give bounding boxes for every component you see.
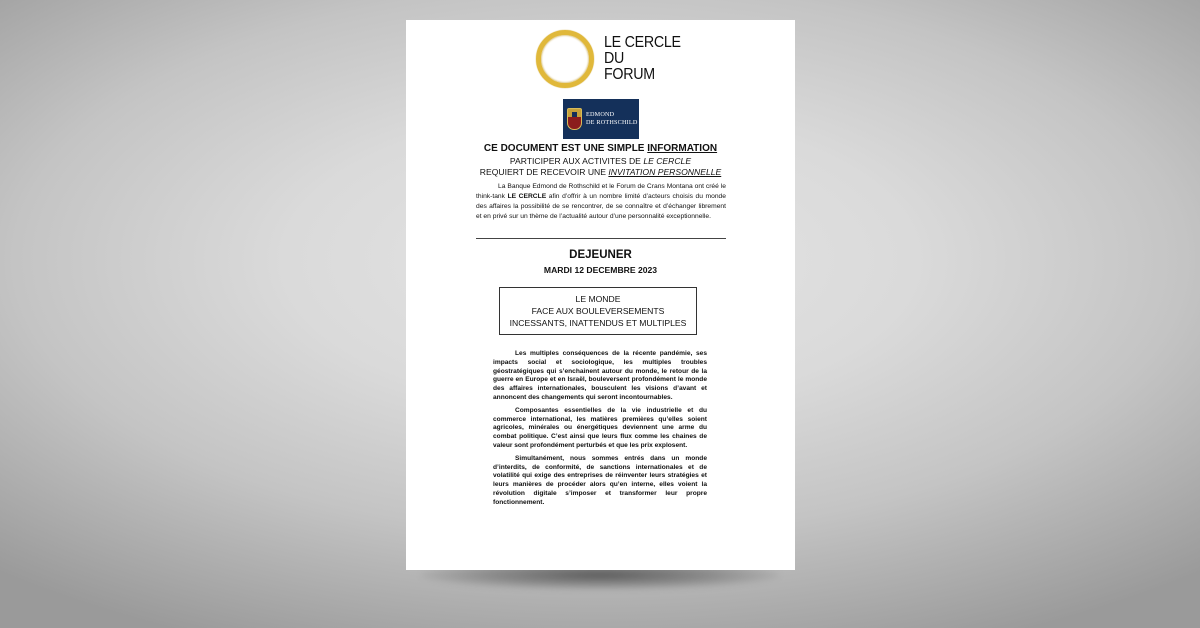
theme-line: FACE AUX BOULEVERSEMENTS xyxy=(531,306,665,316)
body-paragraph: Simultanément, nous sommes entrés dans un monde d’interdits, de conformité, de sanctions internationales et de volatilité qui exige des entreprises de réinventer leurs stratégies et leurs manières de procéder alors qu’en interne, elles voient la révolution digitale s’imposer et transformer leur propre fonctionnement. xyxy=(493,454,707,506)
logo-wordmark xyxy=(604,35,681,83)
logo-line: FORUM xyxy=(604,66,655,83)
gold-ring-icon xyxy=(536,30,594,88)
event-date: MARDI 12 DECEMBRE 2023 xyxy=(543,265,658,275)
body-text xyxy=(493,350,707,512)
notice-line-italic-underlined: INVITATION PERSONNELLE xyxy=(608,167,722,177)
notice-title xyxy=(406,143,795,154)
notice-title-text: CE DOCUMENT EST UNE SIMPLE xyxy=(483,143,648,154)
notice-line-2 xyxy=(406,167,795,177)
cercle-logo xyxy=(536,30,687,88)
body-paragraph: Composantes essentielles de la vie industrielle et du commerce international, les matières premières qu’elles soient agricoles, minérales ou énergétiques deviennent une arme du combat politique. C’est ainsi que leurs flux comme les chaines de valeur sont profondément perturbés et que les prix explosent. xyxy=(493,406,707,449)
theme-line: INCESSANTS, INATTENDUS ET MULTIPLES xyxy=(509,318,687,328)
badge-line: EDMOND xyxy=(586,111,615,118)
intro-paragraph xyxy=(476,182,726,222)
divider xyxy=(476,238,726,239)
notice-title-emphasis: INFORMATION xyxy=(647,143,718,154)
notice-line-1 xyxy=(406,156,795,166)
intro-text: afin d’offrir à un nombre limité d’acteurs choisis du monde des affaires la possibilité de se rencontrer, de se connaître et d’échanger librement et en privé sur un thème de l’actualité autour d’une personnalité exceptionnelle. xyxy=(476,193,726,220)
notice-line-italic: LE CERCLE xyxy=(643,156,692,166)
intro-bold: LE CERCLE xyxy=(507,193,547,200)
theme-line: LE MONDE xyxy=(575,294,621,304)
rothschild-badge xyxy=(563,99,639,139)
rothschild-crest-icon xyxy=(567,108,582,130)
badge-wordmark xyxy=(586,111,638,127)
document-page xyxy=(406,20,795,570)
theme-box xyxy=(499,287,697,335)
badge-line: DE ROTHSCHILD xyxy=(586,119,638,126)
logo-line: DU xyxy=(604,50,625,67)
body-paragraph: Les multiples conséquences de la récente pandémie, ses impacts social et sociologique, les multiples troubles géostratégiques qui s’enchainent autour du monde, le retour de la guerre en Europe et en Israël, bouleversent profondément le monde des affaires internationales, bousculent les visions d’avant et annoncent des changements qui seront incontournables. xyxy=(493,350,707,401)
logo-line: LE CERCLE xyxy=(604,34,681,51)
notice-line-text: PARTICIPER AUX ACTIVITES DE xyxy=(509,156,644,166)
intro-text: La Banque Edmond de Rothschild et le Forum de Crans Montana ont créé le think-tank xyxy=(476,183,726,200)
notice-line-text: REQUIERT DE RECEVOIR UNE xyxy=(479,167,609,177)
event-type: DEJEUNER xyxy=(569,249,632,261)
